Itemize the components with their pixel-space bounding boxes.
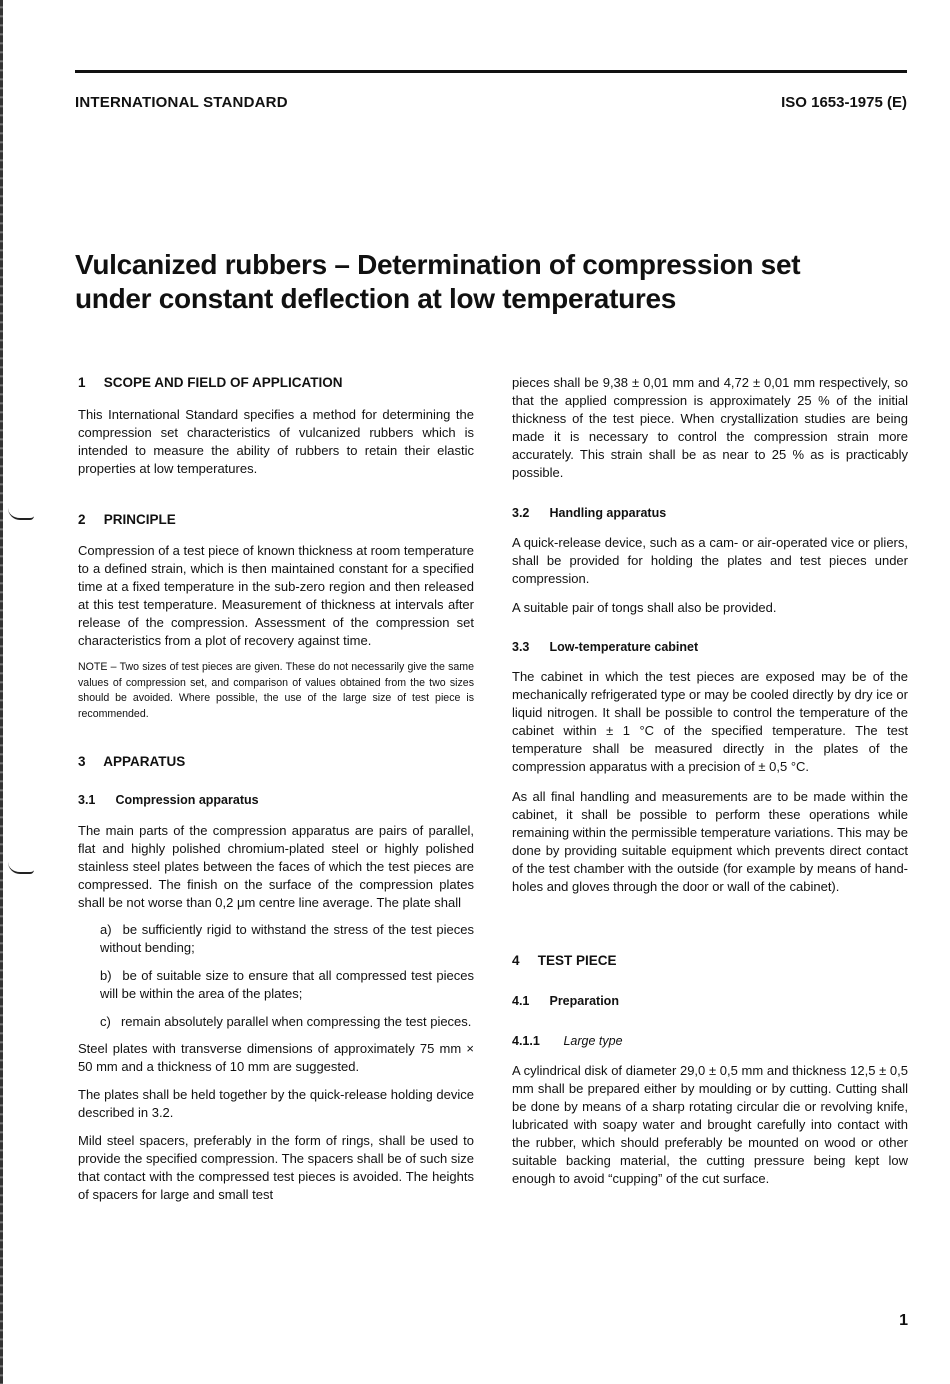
subsection-heading: [512, 638, 908, 656]
subsubsection-number: 4.1.1: [512, 1034, 540, 1048]
paragraph: As all final handling and measurements are to be made within the cabinet, it shall be possible to perform these operations while remaining within the permissible temperature variations. This may be done by providing suitable equipment which prevents direct contact of the test chamber with the outside (for example by means of hand-holes and gloves through the door or wall of the cabinet).: [512, 789, 908, 894]
list-item: a) be sufficiently rigid to withstand the stress of the test pieces without bending;: [100, 922, 474, 955]
margin-mark: [8, 508, 34, 520]
section-title: SCOPE AND FIELD OF APPLICATION: [103, 375, 343, 390]
title-line-2: under constant deflection at low temperatures: [75, 283, 677, 314]
section-heading: [512, 952, 908, 970]
paragraph: Compression of a test piece of known thickness at room temperature to a defined strain, which is then maintained constant for a specified time at a fixed temperature in the sub-zero region and then released at this test temperature. Measurement of thickness at intervals after release of the compression. Assessment of the compression set characteristics from a plot of recovery against time.: [78, 543, 474, 648]
paragraph: A suitable pair of tongs shall also be provided.: [512, 600, 777, 615]
section-heading: [78, 374, 474, 392]
subsection-number: 3.2: [512, 506, 530, 520]
paragraph: A cylindrical disk of diameter 29,0 ± 0,5 mm and thickness 12,5 ± 0,5 mm shall be prepared either by moulding or by cutting. Cutting shall be done by means of a sharp rotating circular die or revolving knife, lubricated with soapy water and brought carefully into contact with the rubber, which should preferably be mounted on wood or other suitable backing material, the cutting pressure being kept low enough to avoid “cupping” of the cut surface.: [512, 1063, 908, 1186]
subsection-number: 3.1: [78, 793, 96, 807]
section-title: PRINCIPLE: [103, 512, 176, 527]
scan-edge: [0, 0, 3, 1384]
subsection-number: 3.3: [512, 640, 530, 654]
section-number: 4: [512, 953, 520, 968]
subsection-title: Preparation: [549, 994, 619, 1008]
standard-number: ISO 1653-1975 (E): [781, 94, 907, 111]
section-heading: [78, 511, 474, 529]
paragraph: The cabinet in which the test pieces are exposed may be of the mechanically refrigerated type or may be cooled directly by dry ice or liquid nitrogen. It shall be possible to control the temperature of the cabinet within ± 1 °C of the specified temperature. The test temperature shall be measured directly in the plates of the compression apparatus with a precision of ± 0,5 °C.: [512, 669, 908, 774]
paragraph: This International Standard specifies a method for determining the compression set characteristics of vulcanized rubbers which is intended to measure the ability of rubbers to retain their elastic properties at low temperatures.: [78, 407, 474, 476]
section-title: TEST PIECE: [537, 953, 617, 968]
paragraph: A quick-release device, such as a cam- or air-operated vice or pliers, shall be provided for holding the plates and test pieces under compression.: [512, 535, 908, 586]
subsection-title: Handling apparatus: [549, 506, 667, 520]
subsection-title: Compression apparatus: [115, 793, 259, 807]
document-type: INTERNATIONAL STANDARD: [75, 94, 288, 111]
subsubsection-title: Large type: [563, 1034, 623, 1048]
page-number: 1: [899, 1312, 908, 1329]
subsection-heading: [78, 791, 474, 809]
margin-mark: [8, 862, 34, 874]
section-title: APPARATUS: [103, 754, 186, 769]
title-line-1: Vulcanized rubbers – Determination of compression set: [75, 249, 801, 280]
subsection-title: Low-temperature cabinet: [549, 640, 699, 654]
right-column: [512, 374, 908, 1188]
paragraph: Mild steel spacers, preferably in the form of rings, shall be used to provide the specified compression. The spacers shall be of such size that contact with the compressed test pieces is avoided. The heights of spacers for large and small test: [78, 1133, 474, 1202]
section-number: 2: [78, 512, 86, 527]
note: NOTE – Two sizes of test pieces are given. These do not necessarily give the same values of compression set, and comparison of values obtained from the two sizes should be avoided. Where possible, the use of the large size of test piece is recommended.: [78, 661, 474, 720]
paragraph: The plates shall be held together by the quick-release holding device described in 3.2.: [78, 1087, 474, 1120]
list-item: b) be of suitable size to ensure that all compressed test pieces will be within the area of the plates;: [100, 968, 474, 1001]
section-number: 3: [78, 754, 86, 769]
paragraph: The main parts of the compression apparatus are pairs of parallel, flat and highly polished chromium-plated steel or highly polished stainless steel plates between the faces of which the test pieces are compressed. The finish on the surface of the compression plates shall be not worse than 0,2 μm centre line average. The plate shall: [78, 823, 474, 910]
list-item: c) remain absolutely parallel when compressing the test pieces.: [100, 1014, 472, 1029]
paragraph: Steel plates with transverse dimensions of approximately 75 mm × 50 mm and a thickness of 10 mm are suggested.: [78, 1041, 474, 1074]
page-title: [75, 248, 915, 316]
left-column: [78, 374, 474, 1204]
header-rule: [75, 70, 907, 73]
subsubsection-heading: [512, 1032, 908, 1050]
section-number: 1: [78, 375, 86, 390]
subsection-number: 4.1: [512, 994, 530, 1008]
subsection-heading: [512, 992, 908, 1010]
subsection-heading: [512, 504, 908, 522]
section-heading: [78, 753, 474, 771]
paragraph-continued: pieces shall be 9,38 ± 0,01 mm and 4,72 ± 0,01 mm respectively, so that the applied compression is approximately 25 % of the initial thickness of the test piece. When crystallization studies are being made it is necessary to control the compression strain more accurately. This strain shall be as near to 25 % as is practicably possible.: [512, 375, 908, 480]
